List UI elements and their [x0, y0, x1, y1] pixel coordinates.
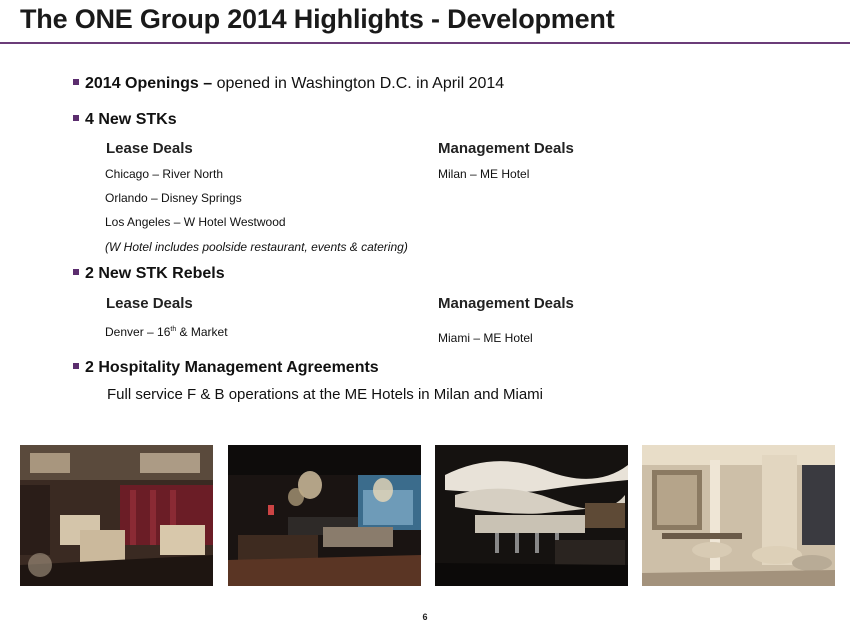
stks-lease-note: (W Hotel includes poolside restaurant, events & catering)	[105, 240, 408, 254]
stks-mgmt-item: Milan – ME Hotel	[438, 167, 530, 181]
stks-label: 4 New STKs	[85, 111, 177, 128]
bullet-hospitality	[73, 359, 379, 377]
openings-label: 2014 Openings –	[85, 75, 213, 92]
restaurant-photo-4	[642, 445, 835, 586]
rebels-lease-item	[105, 325, 228, 339]
rebels-label: 2 New STK Rebels	[85, 265, 225, 282]
restaurant-photo-2	[228, 445, 421, 586]
rebels-lease-sup: th	[170, 326, 177, 333]
hospitality-label: 2 Hospitality Management Agreements	[85, 359, 379, 376]
openings-text: opened in Washington D.C. in April 2014	[212, 75, 505, 92]
page-title: The ONE Group 2014 Highlights - Development	[20, 4, 615, 34]
restaurant-photo-1	[20, 445, 213, 586]
bullet-square-icon	[73, 79, 79, 85]
title-divider	[0, 42, 850, 44]
bullet-stk-rebels	[73, 265, 225, 283]
stks-mgmt-heading: Management Deals	[438, 140, 574, 157]
bullet-square-icon	[73, 269, 79, 275]
stks-lease-item: Orlando – Disney Springs	[105, 191, 242, 205]
rebels-lease-main: Denver – 16	[105, 325, 171, 339]
stks-lease-heading: Lease Deals	[106, 140, 193, 157]
rebels-mgmt-item: Miami – ME Hotel	[438, 331, 533, 345]
bullet-new-stks	[73, 111, 177, 129]
page-number: 6	[422, 612, 428, 622]
rebels-lease-tail: & Market	[176, 325, 228, 339]
restaurant-photo-3	[435, 445, 628, 586]
bullet-2014-openings	[73, 75, 504, 93]
rebels-lease-heading: Lease Deals	[106, 295, 193, 312]
stks-lease-item: Chicago – River North	[105, 167, 224, 181]
stks-lease-item: Los Angeles – W Hotel Westwood	[105, 215, 286, 229]
bullet-square-icon	[73, 363, 79, 369]
hospitality-text: Full service F & B operations at the ME Hotels in Milan and Miami	[107, 386, 544, 403]
bullet-square-icon	[73, 115, 79, 121]
rebels-mgmt-heading: Management Deals	[438, 295, 574, 312]
